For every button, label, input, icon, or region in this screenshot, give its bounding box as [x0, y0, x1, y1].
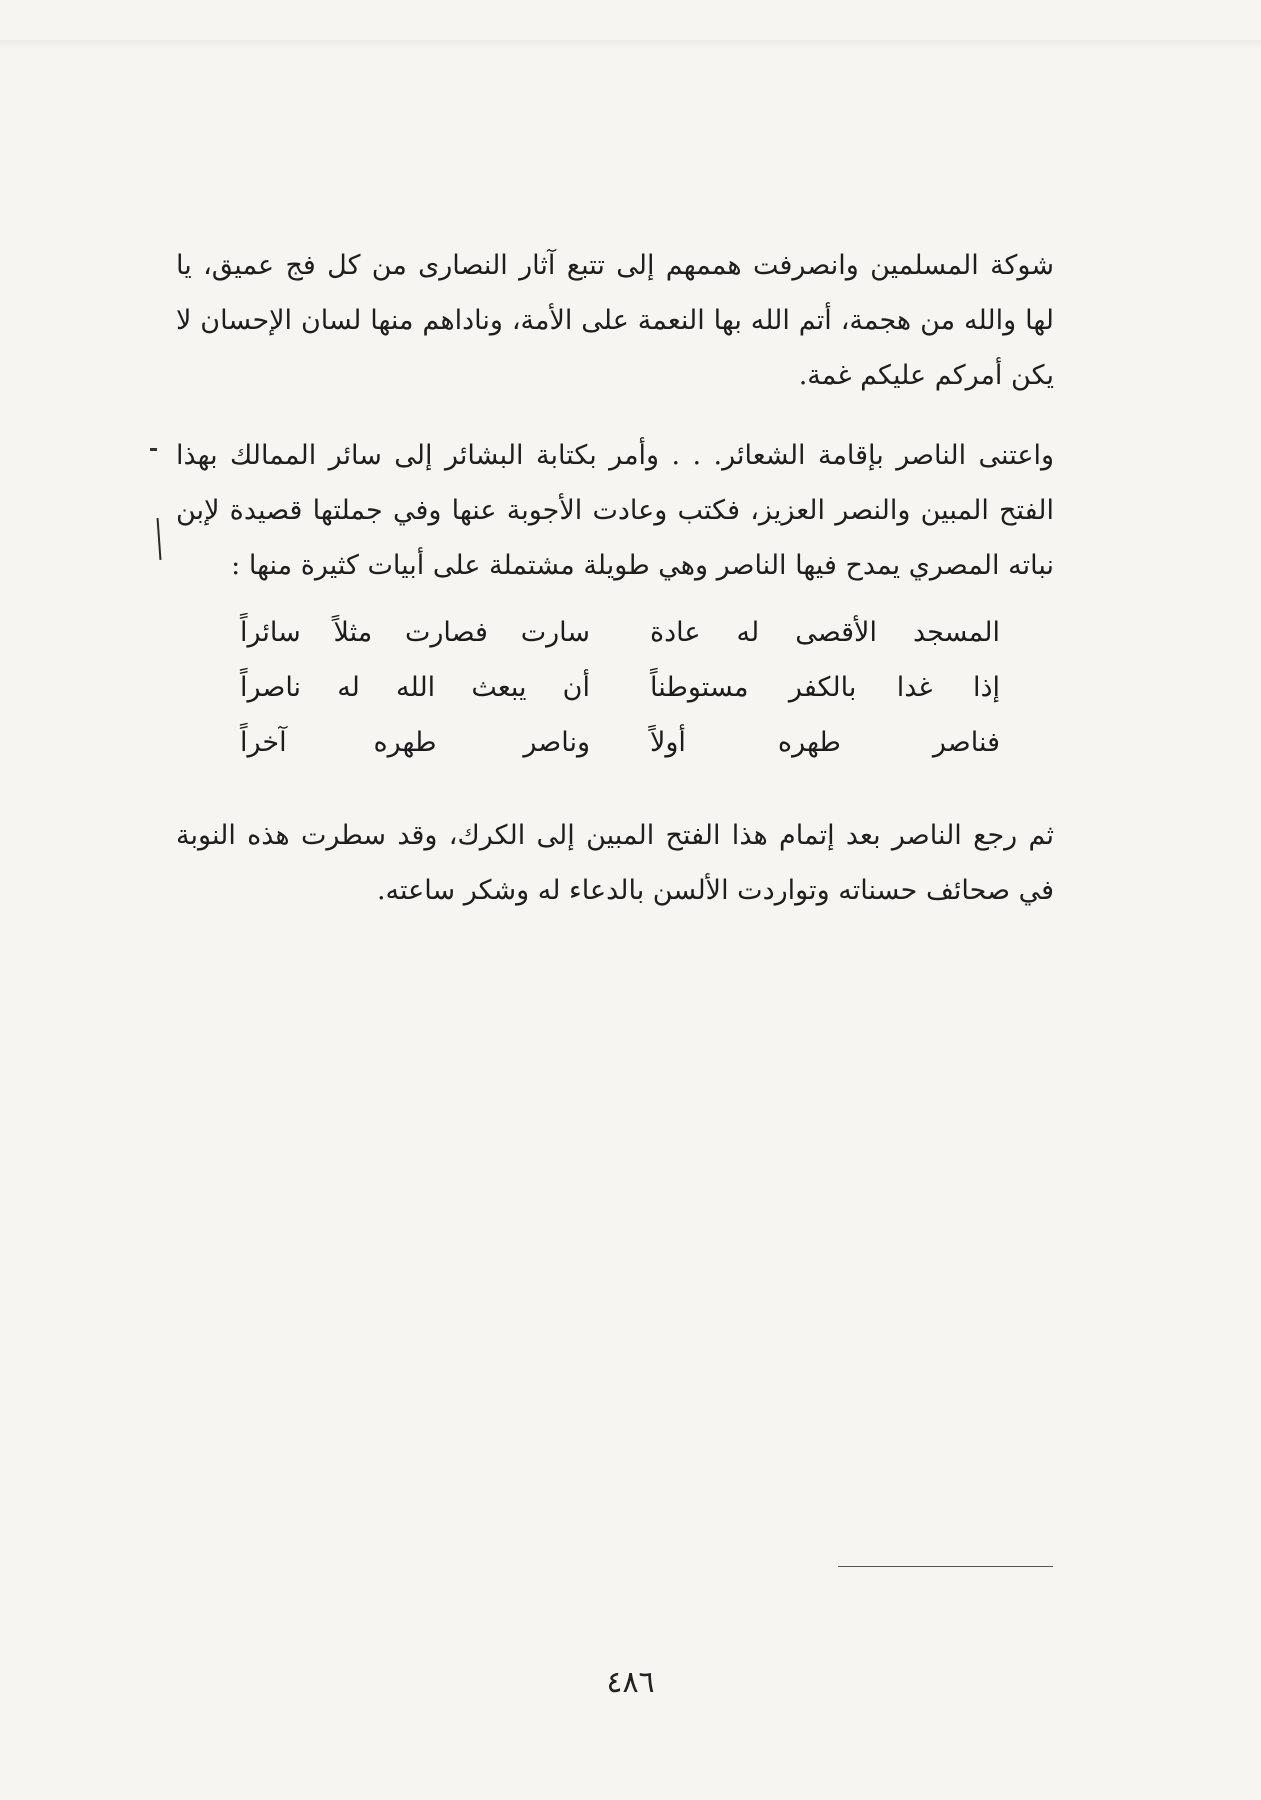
page-number: ٤٨٦: [606, 1665, 655, 1700]
poem-verse: [240, 660, 1000, 715]
poem-hemistich-first: فناصر طهره أولاً: [650, 727, 1000, 758]
poem-hemistich-second: أن يبعث الله له ناصراً: [240, 672, 590, 703]
margin-mark-line: [157, 518, 162, 560]
poem: [240, 605, 1000, 770]
poem-verse: [240, 715, 1000, 770]
paragraph-2: [176, 428, 1054, 593]
paragraph-2-text: واعتنى الناصر بإقامة الشعائر. . . وأمر بكتابة البشائر إلى سائر الممالك بهذا الفتح المبين والنصر العزيز، فكتب وعادت الأجوبة عنها وفي جملتها قصيدة لإبن نباته المصري يمدح فيها الناصر وهي طويلة مشتملة على أبيات كثيرة منها :: [176, 440, 1054, 581]
poem-hemistich-first: إذا غدا بالكفر مستوطناً: [650, 672, 1000, 703]
margin-mark-dot: [150, 448, 157, 451]
poem-hemistich-first: المسجد الأقصى له عادة: [650, 617, 1000, 648]
poem-hemistich-second: سارت فصارت مثلاً سائراً: [240, 617, 590, 648]
paragraph-1-text: شوكة المسلمين وانصرفت هممهم إلى تتبع آثار النصارى من كل فج عميق، يا لها والله من هجمة، أتم الله بها النعمة على الأمة، وناداهم منها لسان الإحسان لا يكن أمركم عليكم غمة.: [176, 250, 1054, 391]
poem-verse: [240, 605, 1000, 660]
paragraph-1: [176, 238, 1054, 403]
paragraph-3: [176, 808, 1054, 918]
paragraph-3-text: ثم رجع الناصر بعد إتمام هذا الفتح المبين إلى الكرك، وقد سطرت هذه النوبة في صحائف حسناته وتواردت الألسن بالدعاء له وشكر ساعته.: [176, 820, 1054, 906]
scan-edge-shadow: [0, 40, 1261, 50]
footnote-rule: [838, 1566, 1053, 1567]
poem-hemistich-second: وناصر طهره آخراً: [240, 727, 590, 758]
